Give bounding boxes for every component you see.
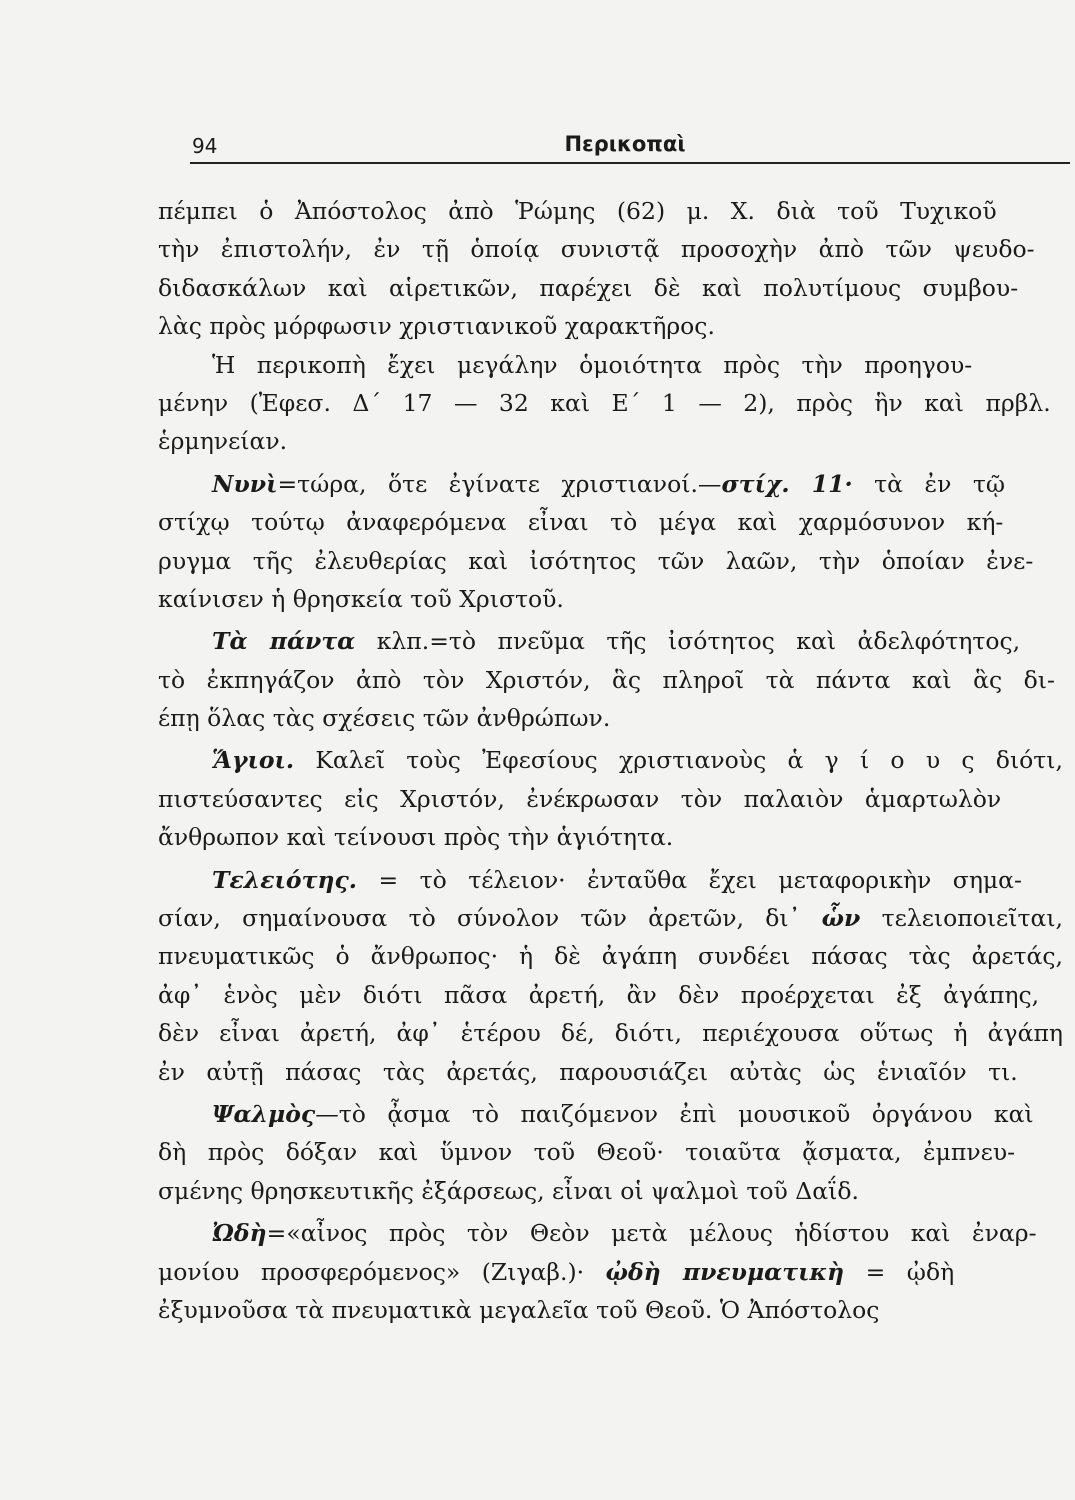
line-text: δὲν εἶναι ἀρετή, ἀφ᾿ ἑτέρου δέ, διότι, περιέχουσα οὕτως ἡ ἀγάπη [158,1019,1063,1048]
line-text: ἐξυμνοῦσα τὰ πνευματικὰ μεγαλεῖα τοῦ Θεοῦ. Ὁ Ἀπόστολος [158,1295,880,1324]
text-line [158,1014,1063,1052]
line-text: ἐν αὐτῇ πάσας τὰς ἀρετάς, παρουσιάζει αὐτὰς ὡς ἑνιαῖόν τι. [158,1057,1018,1086]
line-text: τὰ ἐν τῷ [852,469,1005,498]
line-text: στίχῳ τούτῳ ἀναφερόμενα εἶναι τὸ μέγα καὶ χαρμόσυνον κή- [158,508,1004,537]
text-line [158,1095,1063,1133]
text-line [158,192,1063,230]
text-line [158,1214,1063,1252]
glossary-term: Τελειότης. [212,865,357,894]
glossary-term: Ὠδὴ [212,1219,267,1248]
page-header [190,128,1070,164]
text-line [158,580,1063,618]
text-line [158,269,1063,307]
text-line [158,699,1063,737]
glossary-term: Ἅγιοι. [212,746,295,775]
line-text: πνευματικῶς ὁ ἄνθρωπος· ἡ δὲ ἀγάπη συνδέει πάσας τὰς ἀρετάς, [158,942,1063,971]
line-text: καίνισεν ἡ θρησκεία τοῦ Χριστοῦ. [158,584,564,613]
text-line [158,818,1063,856]
text-line [158,780,1063,818]
line-text: =τώρα, ὅτε ἐγίνατε χριστιανοί.— [277,469,722,498]
line-text: = ᾠδὴ [844,1257,955,1286]
text-line [158,937,1063,975]
line-text: ρυγμα τῆς ἐλευθερίας καὶ ἰσότητος τῶν λαῶν, τὴν ὁποίαν ἐνε- [158,546,1034,575]
body-text [158,192,1063,1329]
page-number: 94 [192,134,218,158]
glossary-term: Ψαλμὸς [212,1099,316,1128]
line-text: μονίου προσφερόμενος» (Ζιγαβ.)· [158,1257,606,1286]
line-text: μένην (Ἐφεσ. Δ΄ 17 — 32 καὶ Ε΄ 1 — 2), πρὸς ἣν καὶ πρβλ. [158,388,1051,417]
glossary-term: στίχ. 11· [721,469,853,498]
text-line [158,899,1063,937]
text-line [158,346,1063,384]
text-line [158,230,1063,268]
line-text: —τὸ ᾆσμα τὸ παιζόμενον ἐπὶ μουσικοῦ ὀργάνου καὶ [315,1099,1034,1128]
text-line [158,1291,1063,1329]
text-line [158,422,1063,460]
line-text: ἑρμηνείαν. [158,427,288,456]
text-line [158,622,1063,660]
text-line [158,1172,1063,1210]
line-text: ἀφ᾿ ἑνὸς μὲν διότι πᾶσα ἀρετή, ἂν δὲν προέρχεται ἐξ ἀγάπης, [158,980,1040,1009]
line-text: σμένης θρησκευτικῆς ἐξάρσεως, εἶναι οἱ ψαλμοὶ τοῦ Δαΐδ. [158,1176,859,1205]
line-text: πέμπει ὁ Ἀπόστολος ἀπὸ Ῥώμης (62) μ. Χ. διὰ τοῦ Τυχικοῦ [158,197,997,225]
text-line [158,661,1063,699]
text-line [158,384,1063,422]
line-text: δὴ πρὸς δόξαν καὶ ὕμνον τοῦ Θεοῦ· τοιαῦτα ᾄσματα, ἐμπνευ- [158,1138,1016,1167]
line-text: =«αἶνος πρὸς τὸν Θεὸν μετὰ μέλους ἡδίστου καὶ ἐναρ- [266,1219,1037,1248]
glossary-term: Νυνὶ [212,469,278,498]
line-text: πιστεύσαντες εἰς Χριστόν, ἐνέκρωσαν τὸν παλαιὸν ἁμαρτωλὸν [158,784,1002,813]
text-line [158,1053,1063,1091]
text-line [158,1253,1063,1291]
text-line [158,976,1063,1014]
line-text: ἄνθρωπον καὶ τείνουσι πρὸς τὴν ἁγιότητα. [158,823,674,852]
line-text: Καλεῖ τοὺς Ἐφεσίους χριστιανοὺς ἁ γ ί ο υ ς διότι, [294,746,1063,775]
text-line [158,741,1063,779]
line-text: διδασκάλων καὶ αἱρετικῶν, παρέχει δὲ καὶ πολυτίμους συμβου- [158,273,1019,302]
text-line [158,307,1063,345]
text-line [158,465,1063,503]
running-title: Περικοπαὶ [564,132,686,156]
text-line [158,861,1063,899]
text-line [158,1133,1063,1171]
line-text: σίαν, σημαίνουσα τὸ σύνολον τῶν ἀρετῶν, δι᾿ [158,904,822,933]
line-text: τελειοποιεῖται, [860,904,1063,933]
line-text: = τὸ τέλειον· ἐνταῦθα ἔχει μεταφορικὴν σημα- [356,865,1022,894]
text-line [158,503,1063,541]
glossary-term: ὧν [821,904,861,933]
line-text: τὸ ἐκπηγάζον ἀπὸ τὸν Χριστόν, ἃς πληροῖ τὰ πάντα καὶ ἃς δι- [158,665,1055,694]
glossary-term: Τὰ πάντα [212,627,356,656]
line-text: τὴν ἐπιστολήν, ἐν τῇ ὁποίᾳ συνιστᾷ προσοχὴν ἀπὸ τῶν ψευδο- [158,235,1035,264]
text-line [158,542,1063,580]
glossary-term: ᾠδὴ πνευματικὴ [605,1257,845,1286]
line-text: Ἡ περικοπὴ ἔχει μεγάλην ὁμοιότητα πρὸς τὴν προηγου- [212,350,973,379]
line-text: έπῃ ὅλας τὰς σχέσεις τῶν ἀνθρώπων. [158,704,611,733]
line-text: κλπ.=τὸ πνεῦμα τῆς ἰσότητος καὶ ἀδελφότητος, [355,627,1021,656]
line-text: λὰς πρὸς μόρφωσιν χριστιανικοῦ χαρακτῆρος. [158,312,715,341]
